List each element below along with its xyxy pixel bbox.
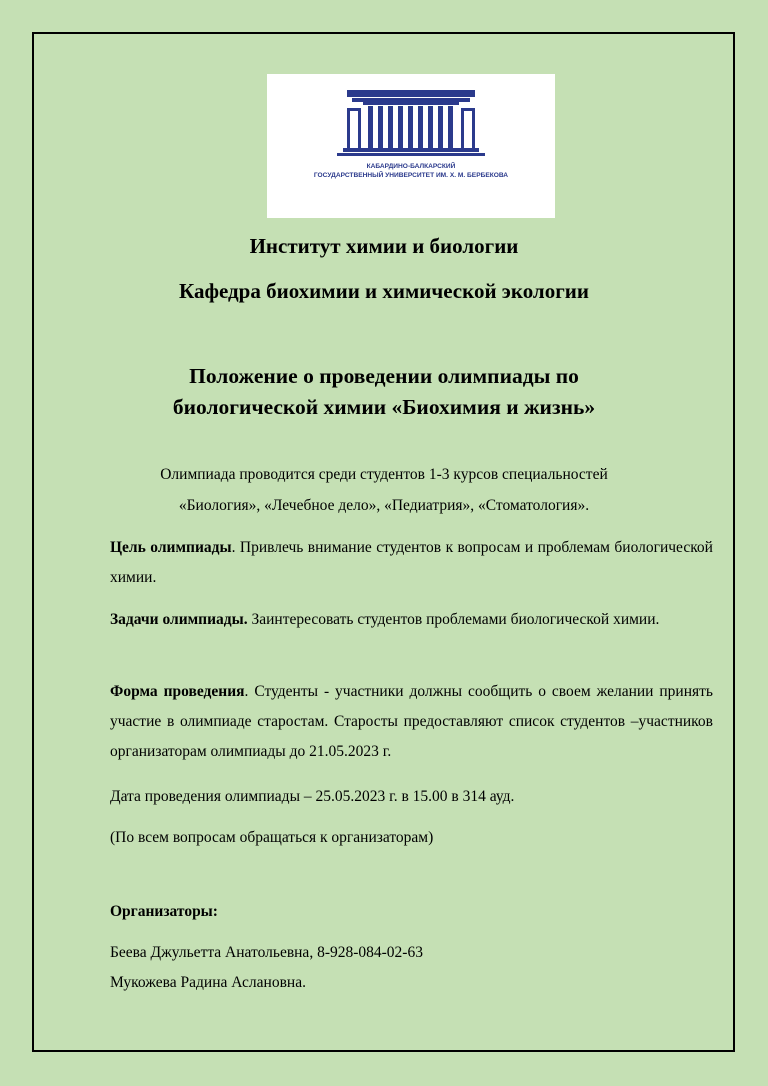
tasks-label: Задачи олимпиады. <box>110 611 248 628</box>
building-icon <box>267 74 555 218</box>
tasks-paragraph <box>110 605 713 635</box>
intro-line2: «Биология», «Лечебное дело», «Педиатрия», «Стоматология». <box>178 497 590 514</box>
goal-paragraph <box>110 533 713 593</box>
organizers-label: Организаторы: <box>110 903 218 920</box>
organizer-2: Мукожева Радина Аслановна. <box>110 974 306 991</box>
department-title: Кафедра биохимии и химической экологии <box>179 279 589 303</box>
organizers-heading <box>110 901 713 923</box>
document-title-line1: Положение о проведении олимпиады по <box>189 364 579 388</box>
tasks-text: Заинтересовать студентов проблемами биологической химии. <box>247 611 660 628</box>
date-line: Дата проведения олимпиады – 25.05.2023 г. в 15.00 в 314 ауд. <box>110 788 515 805</box>
form-paragraph <box>110 677 713 767</box>
institute-title: Институт химии и биологии <box>249 234 519 258</box>
logo-text-line2: ГОСУДАРСТВЕННЫЙ УНИВЕРСИТЕТ ИМ. Х. М. БЕРБЕКОВА <box>313 172 509 179</box>
university-logo <box>267 74 555 218</box>
contact-note: (По всем вопросам обращаться к организаторам) <box>110 829 434 846</box>
intro-line1: Олимпиада проводится среди студентов 1-3 курсов специальностей <box>160 466 608 483</box>
form-text: . Студенты - участники должны сообщить о своем желании принять участие в олимпиаде старостам. Старосты предоставляют список студентов –участников организаторам олимпиады до 21.05.2023 г. <box>110 683 713 760</box>
goal-label: Цель олимпиады <box>110 539 232 556</box>
form-label: Форма проведения <box>110 683 245 700</box>
organizer-1: Беева Джульетта Анатольевна, 8-928-084-02-63 <box>110 944 423 961</box>
logo-text-line1: КАБАРДИНО-БАЛКАРСКИЙ <box>366 163 456 170</box>
goal-text: . Привлечь внимание студентов к вопросам и проблемам биологической химии. <box>110 539 713 586</box>
document-title-line2: биологической химии «Биохимия и жизнь» <box>172 395 596 419</box>
